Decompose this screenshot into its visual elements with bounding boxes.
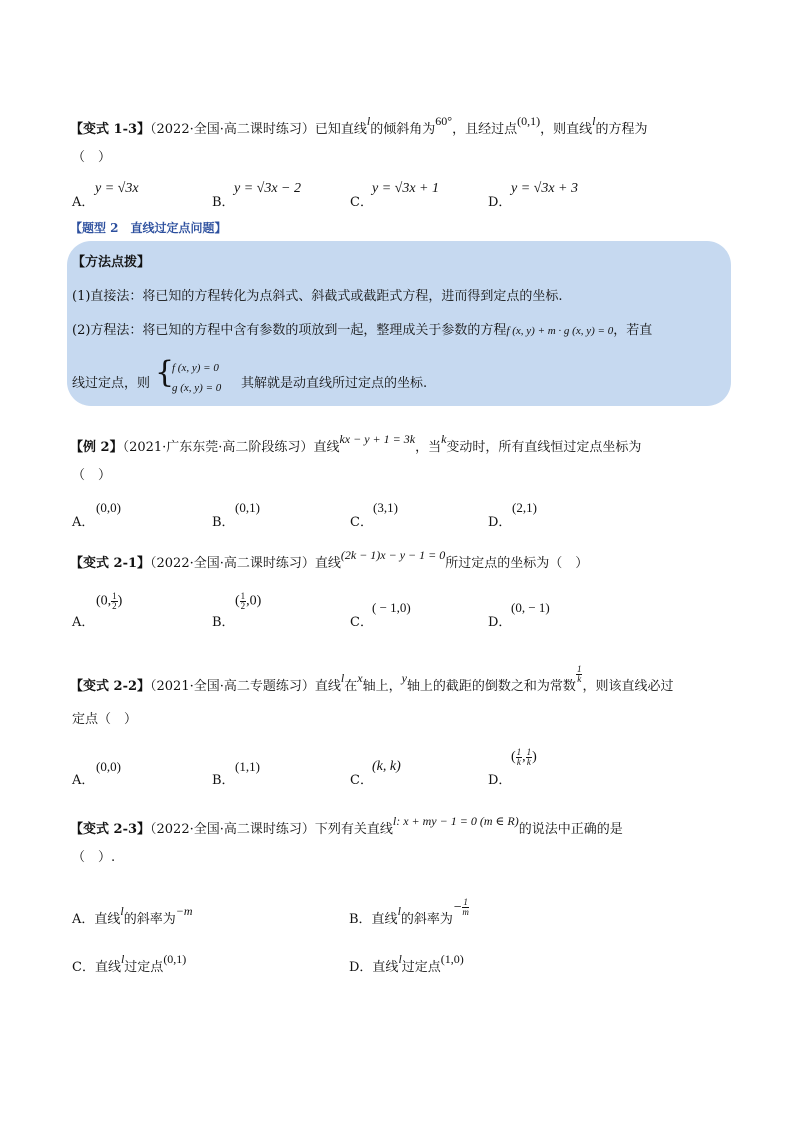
option-text: 的斜率为: [400, 912, 453, 927]
answer-paren: （ ）: [72, 150, 112, 165]
math-l: l: [398, 952, 402, 966]
stem-text: 的说法中正确的是: [518, 822, 623, 837]
fraction: [576, 665, 583, 684]
option-a-value: y = √3x: [95, 181, 139, 196]
question-2-1-stem: [70, 548, 589, 571]
question-source: （2021·广东东莞·高二阶段练习）: [122, 440, 314, 455]
stem-text: 的倾斜角为: [370, 122, 436, 137]
answer-paren: （ ）.: [72, 850, 116, 865]
option-a-value: (0,0): [96, 759, 121, 774]
option-text: B．直线: [349, 912, 398, 927]
frac-num: 1: [240, 591, 246, 601]
frac-den: 2: [240, 601, 246, 611]
example-2-stem: [70, 432, 642, 455]
stem-text: 变动时，所有直线恒过定点坐标为: [446, 440, 642, 455]
option-label: A．: [72, 195, 95, 210]
math-k: k: [441, 432, 447, 446]
frac-num: 1: [463, 897, 468, 907]
question-tag: 【例 2】: [70, 440, 123, 455]
stem-text: 下列有关直线: [314, 822, 393, 837]
option-text: ,: [522, 749, 526, 765]
option-text: (0,: [96, 593, 112, 609]
option-d: D．: [488, 773, 512, 788]
question-source: （2022·全国·高二课时练习）: [150, 122, 315, 137]
method-title: 【方法点拨】: [72, 255, 151, 270]
option-text: 过定点: [124, 960, 164, 975]
option-text: A．直线: [72, 912, 121, 927]
stem-text: 在: [344, 679, 358, 694]
option-c: C．: [350, 615, 373, 630]
math-l: l: [340, 671, 345, 685]
option-d: D．: [488, 615, 512, 630]
math-l: l: [592, 114, 596, 128]
math-angle: 60°: [435, 114, 453, 128]
option-b-value: y = √3x − 2: [234, 181, 302, 196]
section-title: 【题型 2 直线过定点问题】: [70, 221, 227, 235]
option-label: B．: [212, 195, 235, 210]
option-d-value: (0, − 1): [511, 600, 550, 615]
option-text: 的斜率为: [123, 912, 176, 927]
frac-num: 1: [516, 747, 522, 757]
method-equation: f (x, y) + m · g (x, y) = 0: [506, 325, 614, 337]
option-c: C．: [350, 773, 373, 788]
math-x: x: [357, 671, 363, 685]
stem-text: ，且经过点: [452, 122, 518, 137]
option-a-value: (0,0): [96, 500, 121, 515]
option-b-value: (1,1): [235, 759, 260, 774]
option-b: B．: [212, 615, 235, 630]
option-a: A．: [72, 515, 95, 530]
frac-den: k: [516, 757, 521, 767]
method-point-2-cont: 线过定点，则: [72, 376, 151, 391]
stem-text: ，则直线: [540, 122, 593, 137]
option-text: ,0): [246, 593, 262, 609]
stem-text: 直线: [314, 679, 341, 694]
option-text: (: [235, 593, 240, 609]
math-point: (0,1): [517, 114, 541, 128]
question-1-3-stem: [70, 114, 648, 137]
system-eq-1: f (x, y) = 0: [172, 362, 219, 374]
system-eq-2: g (x, y) = 0: [172, 382, 222, 394]
option-c-value: y = √3x + 1: [372, 181, 440, 196]
stem-text: ，则该直线必过: [582, 679, 674, 694]
option-label: C．: [350, 195, 373, 210]
option-a: [72, 191, 94, 210]
option-text: ): [532, 749, 537, 765]
frac-den: 2: [112, 601, 117, 611]
math-minus: −: [452, 900, 463, 915]
option-d-value: [511, 748, 537, 767]
question-tag: 【变式 2-2】: [70, 679, 151, 694]
math-l: l: [397, 904, 401, 918]
question-2-2-stem-line2: 定点（ ）: [72, 712, 138, 727]
method-point-2: [72, 319, 652, 338]
stem-text: 所过定点的坐标为（ ）: [445, 556, 589, 571]
option-a: A．: [72, 615, 95, 630]
option-a: A．: [72, 773, 95, 788]
math-equation: kx − y + 1 = 3k: [339, 432, 416, 446]
stem-text: 已知直线: [314, 122, 367, 137]
option-b-value: [235, 592, 261, 611]
option-d-value: y = √3x + 3: [511, 181, 579, 196]
stem-text: 直线: [313, 440, 340, 455]
option-text: ): [117, 593, 123, 609]
question-tag: 【变式 2-3】: [70, 822, 151, 837]
frac-den: k: [526, 757, 531, 767]
option-b: [349, 897, 469, 929]
option-text: (: [511, 749, 516, 765]
option-label: D．: [488, 195, 512, 210]
math-point: (0,1): [163, 952, 187, 966]
math-point: (1,0): [440, 952, 464, 966]
math-equation: (2k − 1)x − y − 1 = 0: [340, 548, 446, 562]
option-b: B．: [212, 515, 235, 530]
option-d-value: (2,1): [512, 500, 537, 515]
stem-text: 直线: [314, 556, 341, 571]
frac-num: 1: [112, 591, 117, 601]
math-l: l: [120, 952, 125, 966]
math-equation: l: x + my − 1 = 0 (m ∈ R): [392, 814, 519, 828]
math-value: −m: [175, 904, 193, 918]
option-text: 过定点: [401, 960, 441, 975]
method-text: ，若直: [613, 323, 653, 338]
option-b: [212, 191, 235, 210]
option-c: [350, 191, 373, 210]
answer-paren: （ ）: [72, 468, 112, 483]
method-text: 其解就是动直线所过定点的坐标.: [241, 376, 428, 391]
option-text: D．直线: [349, 960, 399, 975]
fraction: [462, 898, 469, 917]
frac-num: 1: [526, 747, 532, 757]
option-d: [488, 191, 511, 210]
frac-den: m: [462, 907, 469, 917]
frac-num: 1: [576, 664, 582, 674]
option-c: [72, 952, 187, 975]
option-a: [72, 904, 193, 927]
question-2-3-stem: [70, 814, 623, 837]
option-d: [349, 952, 464, 975]
math-l: l: [366, 114, 371, 128]
option-a-value: [96, 592, 122, 611]
math-y: y: [401, 671, 407, 685]
option-b: B．: [212, 773, 235, 788]
option-c-value: ( − 1,0): [372, 600, 411, 615]
question-tag: 【变式 2-1】: [70, 556, 151, 571]
stem-text: ，当: [415, 440, 442, 455]
option-text: C．直线: [72, 960, 121, 975]
question-2-2-stem: [70, 664, 674, 696]
math-l: l: [120, 904, 124, 918]
question-tag: 【变式 1-3】: [70, 122, 151, 137]
question-source: （2021·全国·高二专题练习）: [150, 679, 315, 694]
option-c-value: (k, k): [372, 759, 401, 774]
stem-text: 的方程为: [595, 122, 648, 137]
option-c: C．: [350, 515, 373, 530]
frac-den: k: [577, 674, 582, 684]
system-brace: {: [155, 355, 175, 390]
question-source: （2022·全国·高二课时练习）: [150, 556, 315, 571]
option-b-value: (0,1): [235, 500, 260, 515]
option-c-value: (3,1): [373, 500, 398, 515]
method-point-1: (1)直接法：将已知的方程转化为点斜式、斜截式或截距式方程，进而得到定点的坐标.: [72, 289, 563, 304]
question-source: （2022·全国·高二课时练习）: [150, 822, 315, 837]
stem-text: 轴上，: [362, 679, 402, 694]
method-text: (2)方程法：将已知的方程中含有参数的项放到一起，整理成关于参数的方程: [72, 323, 507, 338]
stem-text: 轴上的截距的倒数之和为常数: [406, 679, 576, 694]
option-d: D．: [488, 515, 512, 530]
